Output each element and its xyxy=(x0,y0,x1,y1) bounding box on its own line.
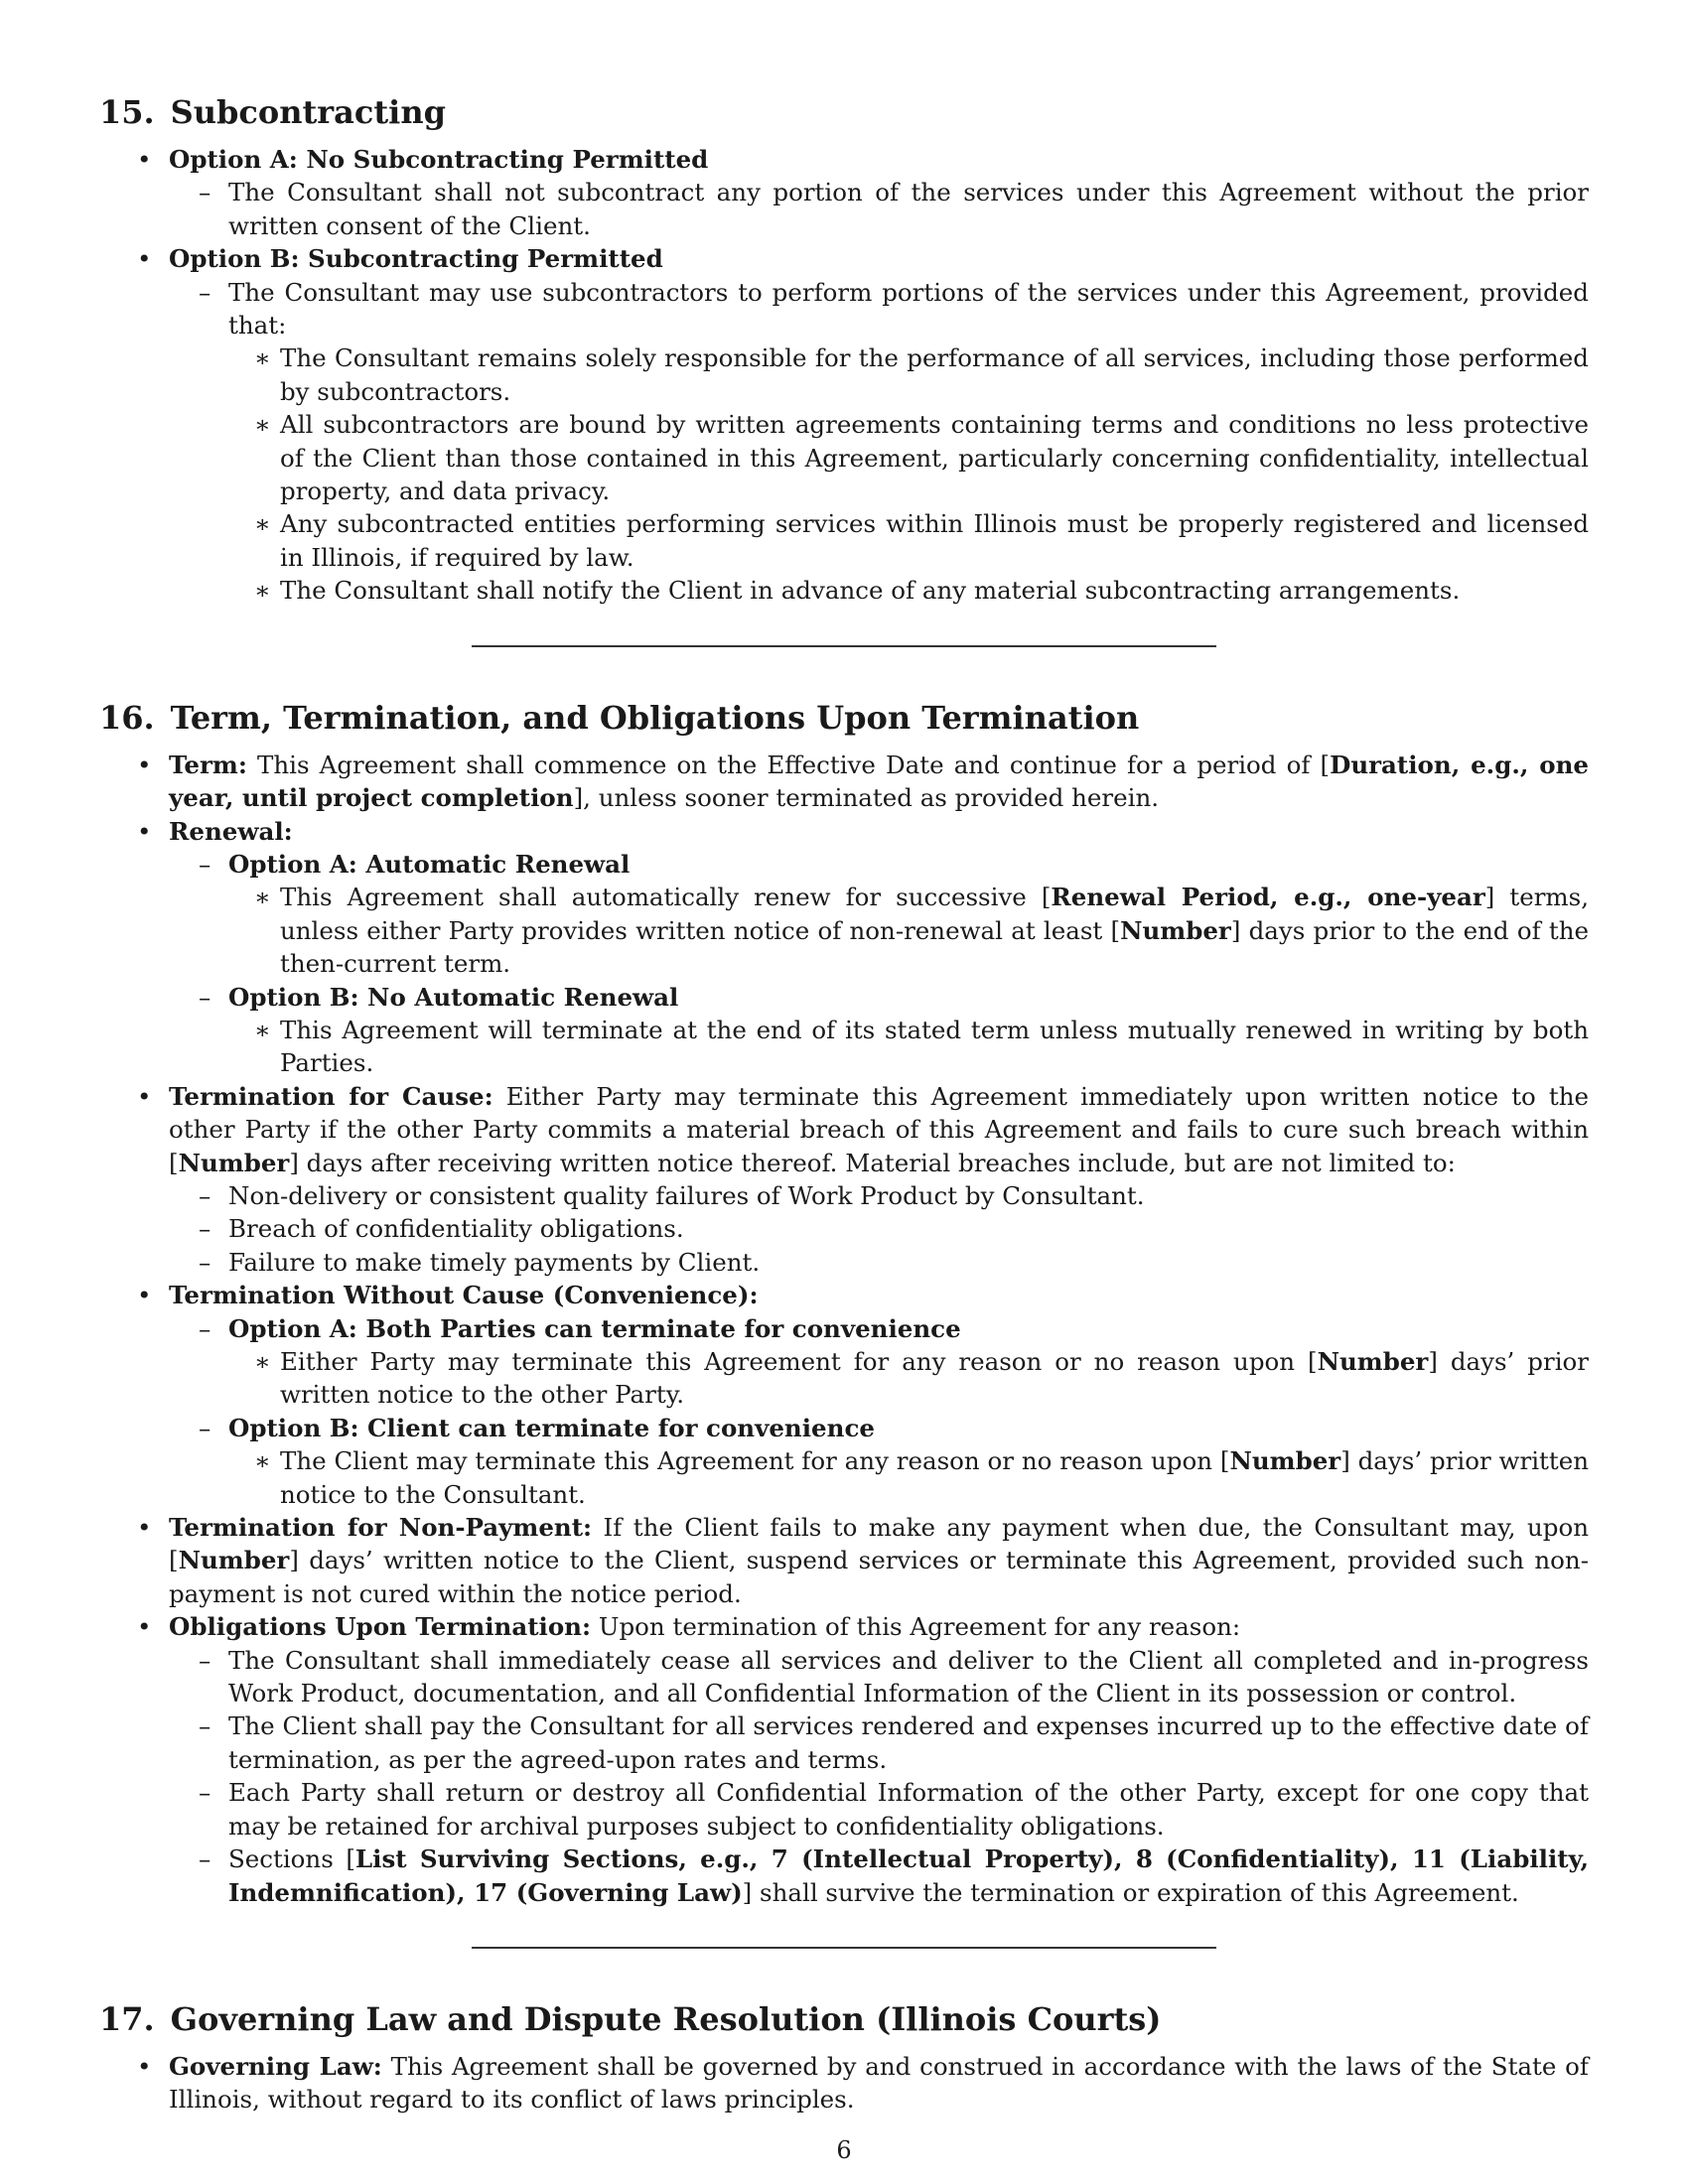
list-item xyxy=(99,242,1589,607)
placeholder-duration: Duration, e.g., one year, until project completion xyxy=(169,750,1589,813)
list-item: • Renewal: – Option A: Automatic Renewal ∗ This Agreement shall automatically renew for successive [Renewal Period, e.g., one-year] terms, unless either Party provides written notice of non-renewal at least [Number] days prior to the end of the then-current term. – Option B: No Automatic Renewal ∗ This Agreement will terminate at the end of its stated term unless mutually renewed in writing by both Parties. xyxy=(99,815,1589,1080)
section-heading xyxy=(99,1998,1589,2040)
list-item: – Sections [List Surviving Sections, e.g., 7 (Intellectual Property), 8 (Confidentiality), 11 (Liability, Indemnification), 17 (Governing Law)] shall survive the termination or expiration of this Agreement. xyxy=(169,1843,1589,1909)
section-title: Subcontracting xyxy=(170,93,446,131)
page-number: 6 xyxy=(836,2136,852,2164)
list-item xyxy=(99,143,1589,242)
list-item: ∗ The Consultant remains solely responsible for the performance of all services, including those performed by subcontractors. xyxy=(228,341,1589,408)
list-item: – Failure to make timely payments by Client. xyxy=(169,1246,1589,1279)
list-item: • Termination for Cause: Either Party may terminate this Agreement immediately upon written notice to the other Party if the other Party commits a material breach of this Agreement and fails to cure such breach within [Number] days after receiving written notice thereof. Material breaches include, but are not limited to: – Non-delivery or consistent quality failures of Work Product by Consultant. – Breach of confidentiality obligations. – Failure to make timely payments by Client. xyxy=(99,1080,1589,1279)
list-item: ∗ This Agreement will terminate at the end of its stated term unless mutually renewed in writing by both Parties. xyxy=(228,1014,1589,1080)
section-divider xyxy=(472,1947,1216,1949)
list-item: • Governing Law: This Agreement shall be governed by and construed in accordance with the laws of the State of Illinois, without regard to its conflict of laws principles. xyxy=(99,2050,1589,2116)
list-item: ∗ Either Party may terminate this Agreement for any reason or no reason upon [Number] days’ prior written notice to the other Party. xyxy=(228,1345,1589,1412)
section-title: Term, Termination, and Obligations Upon Termination xyxy=(170,698,1140,737)
placeholder-number: Number xyxy=(178,1148,290,1177)
list-item: • Termination Without Cause (Convenience): – Option A: Both Parties can terminate for convenience ∗ Either Party may terminate this Agreement for any reason or no reason upon [Number] days’ prior written notice to the other Party. – Option B: Client can terminate for convenience ∗ The Client may terminate this Agreement for any reason or no reason upon [Number] days’ prior written notice to the Consultant. xyxy=(99,1279,1589,1511)
section-divider xyxy=(472,645,1216,647)
section-16-term-termination xyxy=(99,697,1589,1909)
list-item: – Option A: Automatic Renewal ∗ This Agreement shall automatically renew for successive [Renewal Period, e.g., one-year] terms, unless either Party provides written notice of non-renewal at least [Number] days prior to the end of the then-current term. xyxy=(169,848,1589,981)
section-heading xyxy=(99,697,1589,739)
list-item: ∗ This Agreement shall automatically renew for successive [Renewal Period, e.g., one-year] terms, unless either Party provides written notice of non-renewal at least [Number] days prior to the end of the then-current term. xyxy=(228,881,1589,980)
option-b-label: Option B: Subcontracting Permitted xyxy=(169,244,663,274)
list-item: – Breach of confidentiality obligations. xyxy=(169,1212,1589,1245)
list-item: • Obligations Upon Termination: Upon termination of this Agreement for any reason: – The Consultant shall immediately cease all services and deliver to the Client all completed and in-progress Work Product, documentation, and all Confidential Information of the Client in its possession or control. – The Client shall pay the Consultant for all services rendered and expenses incurred up to the effective date of termination, as per the agreed-upon rates and terms. – Each Party shall return or destroy all Confidential Information of the other Party, except for one copy that may be retained for archival purposes subject to confidentiality obligations. – Sections [List Surviving Sections, e.g., 7 (Intellectual Property), 8 (Confidentiality), 11 (Liability, Indemnification), 17 (Governing Law)] shall survive the termination or expiration of this Agreement. xyxy=(99,1610,1589,1909)
list-item: – Option B: No Automatic Renewal ∗ This Agreement will terminate at the end of its stated term unless mutually renewed in writing by both Parties. xyxy=(169,981,1589,1080)
page-content xyxy=(99,91,1589,2116)
list-item: – Each Party shall return or destroy all Confidential Information of the other Party, except for one copy that may be retained for archival purposes subject to confidentiality obligations. xyxy=(169,1776,1589,1843)
placeholder-number: Number xyxy=(1317,1347,1429,1376)
section-title: Governing Law and Dispute Resolution (Illinois Courts) xyxy=(170,1999,1162,2038)
section-number: 16. xyxy=(99,698,155,737)
list-item: – Option A: Both Parties can terminate for convenience ∗ Either Party may terminate this Agreement for any reason or no reason upon [Number] days’ prior written notice to the other Party. xyxy=(169,1312,1589,1412)
placeholder-number: Number xyxy=(1229,1446,1341,1476)
list-item: ∗ All subcontractors are bound by written agreements containing terms and conditions no less protective of the Client than those contained in this Agreement, particularly concerning confidentiality, intellectual property, and data privacy. xyxy=(228,408,1589,507)
section-heading xyxy=(99,91,1589,133)
list-item: – The Consultant shall immediately cease all services and deliver to the Client all completed and in-progress Work Product, documentation, and all Confidential Information of the Client in its possession or control. xyxy=(169,1644,1589,1710)
section-number: 17. xyxy=(99,1999,155,2038)
placeholder-surviving-sections: List Surviving Sections, e.g., 7 (Intellectual Property), 8 (Confidentiality), 11 (Liability, Indemnification), 17 (Governing Law) xyxy=(228,1844,1589,1907)
list-item: • Termination for Non-Payment: If the Client fails to make any payment when due, the Consultant may, upon [Number] days’ written notice to the Client, suspend services or terminate this Agreement, provided such non-payment is not cured within the notice period. xyxy=(99,1511,1589,1610)
list-item: ∗ Any subcontracted entities performing services within Illinois must be properly registered and licensed in Illinois, if required by law. xyxy=(228,507,1589,574)
clause-list xyxy=(99,2050,1589,2116)
section-15-subcontracting xyxy=(99,91,1589,608)
section-number: 15. xyxy=(99,93,155,131)
list-item: – Non-delivery or consistent quality failures of Work Product by Consultant. xyxy=(169,1179,1589,1212)
placeholder-number: Number xyxy=(1120,915,1231,945)
section-17-governing-law xyxy=(99,1998,1589,2116)
list-item: • Term: This Agreement shall commence on the Effective Date and continue for a period of [Duration, e.g., one year, until project completion], unless sooner terminated as provided herein. xyxy=(99,749,1589,815)
option-list xyxy=(99,143,1589,608)
list-item: ∗ The Consultant shall notify the Client in advance of any material subcontracting arrangements. xyxy=(228,574,1589,607)
placeholder-number: Number xyxy=(178,1546,290,1575)
list-item: – The Consultant may use subcontractors to perform portions of the services under this Agreement, provided that: ∗ The Consultant remains solely responsible for the performance of all services, including those performed by subcontractors. ∗ All subcontractors are bound by written agreements containing terms and conditions no less protective of the Client than those contained in this Agreement, particularly concerning confidentiality, intellectual property, and data privacy. ∗ Any subcontracted entities performing services within Illinois must be properly registered and licensed in Illinois, if required by law. ∗ The Consultant shall notify the Client in advance of any material subcontracting arrangements. xyxy=(169,276,1589,608)
clause-list xyxy=(99,749,1589,1909)
list-item: – The Consultant shall not subcontract any portion of the services under this Agreement without the prior written consent of the Client. xyxy=(169,176,1589,242)
option-a-label: Option A: No Subcontracting Permitted xyxy=(169,145,709,174)
list-item: – Option B: Client can terminate for convenience ∗ The Client may terminate this Agreement for any reason or no reason upon [Number] days’ prior written notice to the Consultant. xyxy=(169,1412,1589,1511)
list-item: ∗ The Client may terminate this Agreement for any reason or no reason upon [Number] days’ prior written notice to the Consultant. xyxy=(228,1444,1589,1511)
placeholder-renewal-period: Renewal Period, e.g., one-year xyxy=(1051,883,1485,912)
list-item: – The Client shall pay the Consultant for all services rendered and expenses incurred up to the effective date of termination, as per the agreed-upon rates and terms. xyxy=(169,1709,1589,1776)
